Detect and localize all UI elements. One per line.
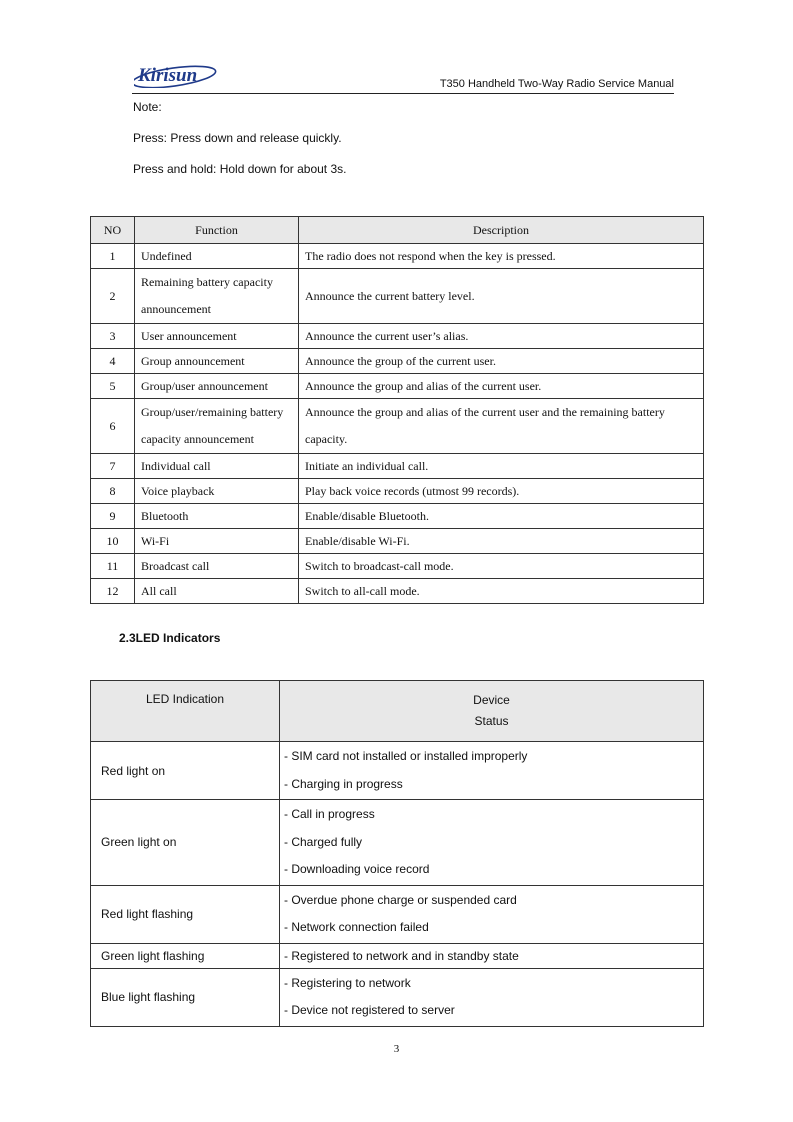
status-line: - Overdue phone charge or suspended card (284, 892, 517, 907)
table-row (91, 479, 704, 504)
cell-description: The radio does not respond when the key is pressed. (299, 244, 704, 269)
document-title: T350 Handheld Two-Way Radio Service Manual (439, 78, 674, 90)
note-press: Press: Press down and release quickly. (133, 131, 342, 145)
table-row (91, 324, 704, 349)
cell-function: Broadcast call (135, 554, 299, 579)
column-header-function: Function (135, 217, 299, 244)
table-row (91, 374, 704, 399)
table-row (91, 800, 704, 886)
cell-no: 11 (91, 554, 135, 579)
note-heading: Note: (133, 100, 162, 114)
cell-device-status (280, 968, 704, 1026)
column-header-no: NO (91, 217, 135, 244)
cell-description: Initiate an individual call. (299, 454, 704, 479)
status-line: - SIM card not installed or installed improperly (284, 749, 528, 763)
cell-description: Play back voice records (utmost 99 records). (299, 479, 704, 504)
cell-description: Announce the group and alias of the current user and the remaining battery capacity. (299, 399, 704, 454)
cell-function: User announcement (135, 324, 299, 349)
cell-device-status (280, 885, 704, 943)
kirisun-logo (134, 62, 224, 88)
table-row (91, 454, 704, 479)
table-row (91, 943, 704, 968)
logo-text: Kirisun (138, 65, 198, 86)
status-line: - Call in progress (284, 807, 375, 821)
table-row (91, 399, 704, 454)
cell-function: Undefined (135, 244, 299, 269)
cell-no: 1 (91, 244, 135, 269)
column-header-device-status (280, 681, 704, 742)
table-header-row (91, 681, 704, 742)
header-line-status: Status (474, 714, 509, 728)
column-header-description: Description (299, 217, 704, 244)
status-line: - Downloading voice record (284, 862, 430, 876)
cell-led-indication: Red light on (91, 742, 280, 800)
table-row (91, 968, 704, 1026)
cell-function: Voice playback (135, 479, 299, 504)
cell-description: Switch to all-call mode. (299, 579, 704, 604)
cell-description: Announce the current battery level. (299, 269, 704, 324)
status-line: - Device not registered to server (284, 1003, 455, 1017)
table-row (91, 554, 704, 579)
column-header-led-indication: LED Indication (91, 681, 280, 742)
table-row (91, 504, 704, 529)
table-row (91, 269, 704, 324)
cell-no: 2 (91, 269, 135, 324)
page-number: 3 (393, 1043, 400, 1055)
cell-function: Group announcement (135, 349, 299, 374)
cell-no: 8 (91, 479, 135, 504)
cell-function: Individual call (135, 454, 299, 479)
cell-no: 12 (91, 579, 135, 604)
table-row (91, 244, 704, 269)
cell-no: 5 (91, 374, 135, 399)
cell-no: 3 (91, 324, 135, 349)
cell-description: Announce the group and alias of the current user. (299, 374, 704, 399)
header-line-device: Device (473, 693, 510, 707)
cell-led-indication: Green light on (91, 800, 280, 886)
note-press-hold: Press and hold: Hold down for about 3s. (133, 162, 347, 176)
cell-function: Remaining battery capacity announcement (135, 269, 299, 324)
cell-device-status (280, 742, 704, 800)
cell-no: 10 (91, 529, 135, 554)
cell-function: Group/user announcement (135, 374, 299, 399)
cell-description: Switch to broadcast-call mode. (299, 554, 704, 579)
status-line: - Charging in progress (284, 776, 403, 791)
cell-led-indication: Blue light flashing (91, 968, 280, 1026)
cell-no: 9 (91, 504, 135, 529)
table-row (91, 885, 704, 943)
table-row (91, 529, 704, 554)
table-row (91, 742, 704, 800)
cell-function: Wi-Fi (135, 529, 299, 554)
led-indicator-table (90, 680, 704, 1027)
status-line: - Registering to network (284, 975, 411, 990)
cell-description: Announce the current user’s alias. (299, 324, 704, 349)
header-divider (132, 93, 674, 94)
cell-function: Group/user/remaining battery capacity announcement (135, 399, 299, 454)
status-line: - Charged fully (284, 834, 363, 849)
table-header-row (91, 217, 704, 244)
cell-description: Enable/disable Wi-Fi. (299, 529, 704, 554)
cell-no: 6 (91, 399, 135, 454)
cell-no: 4 (91, 349, 135, 374)
cell-device-status (280, 943, 704, 968)
function-table (90, 216, 704, 604)
cell-description: Enable/disable Bluetooth. (299, 504, 704, 529)
table-row (91, 579, 704, 604)
cell-function: All call (135, 579, 299, 604)
cell-device-status (280, 800, 704, 886)
cell-function: Bluetooth (135, 504, 299, 529)
cell-led-indication: Red light flashing (91, 885, 280, 943)
status-line: - Network connection failed (284, 920, 429, 934)
cell-no: 7 (91, 454, 135, 479)
status-line: - Registered to network and in standby state (284, 948, 519, 963)
cell-led-indication: Green light flashing (91, 943, 280, 968)
cell-description: Announce the group of the current user. (299, 349, 704, 374)
table-row (91, 349, 704, 374)
section-heading: 2.3LED Indicators (119, 631, 221, 645)
